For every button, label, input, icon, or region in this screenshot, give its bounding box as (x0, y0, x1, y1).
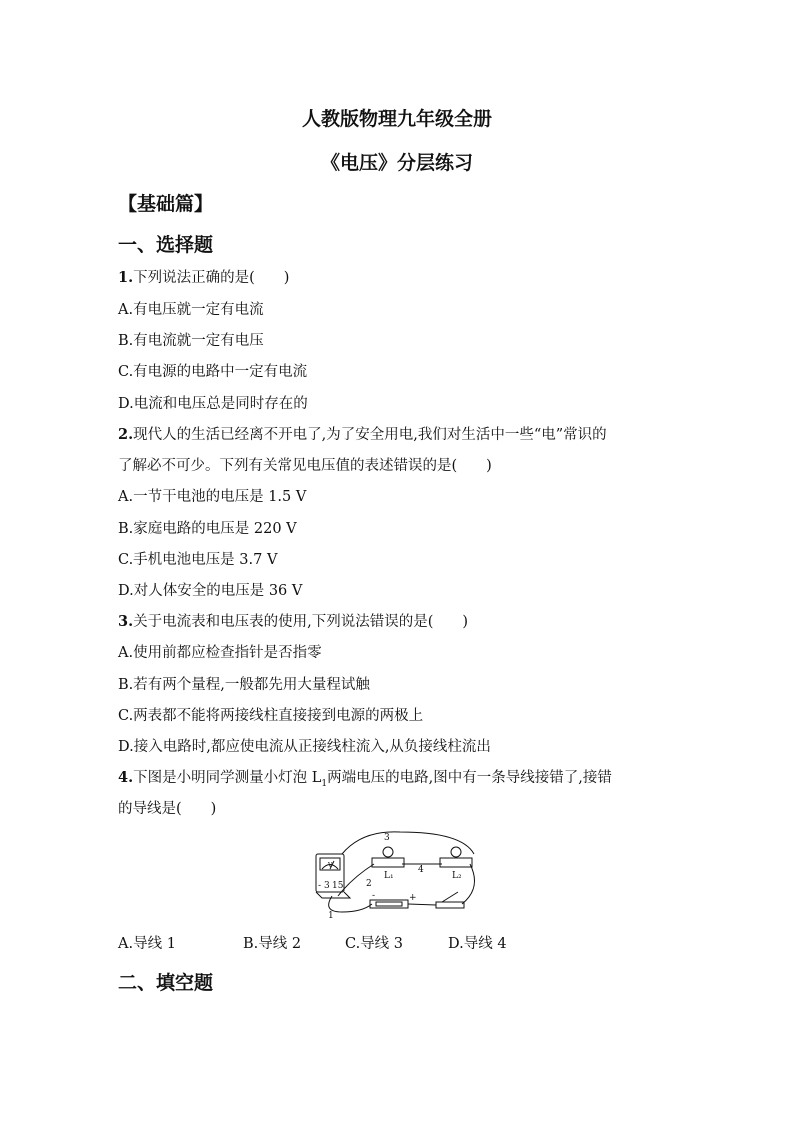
battery-plus-label: + (409, 893, 417, 903)
lamp-2-base (440, 858, 472, 867)
document-title: 人教版物理九年级全册 (301, 108, 492, 130)
battery-minus-label: - (372, 891, 376, 901)
question-4-option-b: B.导线 2 (243, 936, 302, 952)
question-1-option-c: C.有电源的电路中一定有电流 (118, 364, 308, 380)
lamp-2-label: L₂ (452, 871, 462, 881)
question-4-option-d: D.导线 4 (448, 936, 507, 952)
document-subtitle: 《电压》分层练习 (320, 152, 473, 174)
question-2-option-c: C.手机电池电压是 3.7 V (118, 552, 278, 568)
lamp-1-label: L₁ (384, 871, 394, 881)
question-text-cont: 两端电压的电路,图中有一条导线接错了,接错 (327, 770, 612, 786)
question-number: 1. (118, 269, 134, 286)
question-4-option-c: C.导线 3 (345, 936, 404, 952)
meter-15-label: 15 (332, 881, 344, 891)
question-2-option-a: A.一节干电池的电压是 1.5 V (118, 489, 307, 505)
question-3-option-b: B.若有两个量程,一般都先用大量程试触 (118, 677, 370, 693)
wire-2-label: 2 (366, 879, 372, 889)
question-1-option-a: A.有电压就一定有电流 (118, 302, 264, 318)
switch-lever (442, 892, 458, 902)
question-3-option-a: A.使用前都应检查指针是否指零 (118, 645, 322, 661)
wire-4-label: 4 (418, 865, 424, 875)
question-3-stem (118, 612, 468, 632)
section-fill-heading: 二、填空题 (118, 972, 214, 994)
meter-3-label: 3 (324, 881, 330, 891)
question-number: 3. (118, 613, 134, 630)
wire-3 (342, 832, 474, 854)
wire-battery-switch (408, 904, 436, 905)
meter-minus-label: - (318, 881, 322, 891)
lamp-1-base (372, 858, 404, 867)
wire-1-label: 1 (328, 911, 334, 920)
question-2-stem-line-2: 了解必不可少。下列有关常见电压值的表述错误的是( ) (118, 458, 492, 474)
section-choice-heading: 一、选择题 (118, 234, 214, 256)
question-2-option-d: D.对人体安全的电压是 36 V (118, 583, 303, 599)
question-text: 下列说法正确的是( ) (133, 270, 290, 286)
wire-lamp2-switch (462, 864, 475, 904)
question-number: 2. (118, 426, 134, 443)
lamp-1-bulb (383, 847, 393, 857)
subscript: 1 (321, 778, 328, 789)
switch-base (436, 902, 464, 908)
question-1-option-d: D.电流和电压总是同时存在的 (118, 396, 308, 412)
question-3-option-d: D.接入电路时,都应使电流从正接线柱流入,从负接线柱流出 (118, 739, 491, 755)
question-1-stem (118, 268, 289, 288)
question-text: 关于电流表和电压表的使用,下列说法错误的是( ) (133, 614, 469, 630)
question-4-stem-line-1 (118, 768, 612, 794)
question-text: 下图是小明同学测量小灯泡 L (133, 770, 322, 786)
question-text: 现代人的生活已经离不开电了,为了安全用电,我们对生活中一些“电”常识的 (133, 427, 607, 443)
circuit-diagram (312, 828, 484, 920)
question-2-option-b: B.家庭电路的电压是 220 V (118, 521, 297, 537)
question-2-stem-line-1 (118, 425, 607, 445)
question-3-option-c: C.两表都不能将两接线柱直接接到电源的两极上 (118, 708, 424, 724)
battery-cell (376, 902, 402, 906)
question-4-option-a: A.导线 1 (118, 936, 176, 952)
wire-3-label: 3 (384, 833, 390, 843)
lamp-2-bulb (451, 847, 461, 857)
meter-v-label: V (328, 862, 333, 869)
question-1-option-b: B.有电流就一定有电压 (118, 333, 264, 349)
question-4-stem-line-2: 的导线是( ) (118, 801, 217, 817)
section-basic-heading: 【基础篇】 (118, 193, 214, 215)
voltmeter-base (316, 892, 350, 898)
question-number: 4. (118, 769, 134, 786)
